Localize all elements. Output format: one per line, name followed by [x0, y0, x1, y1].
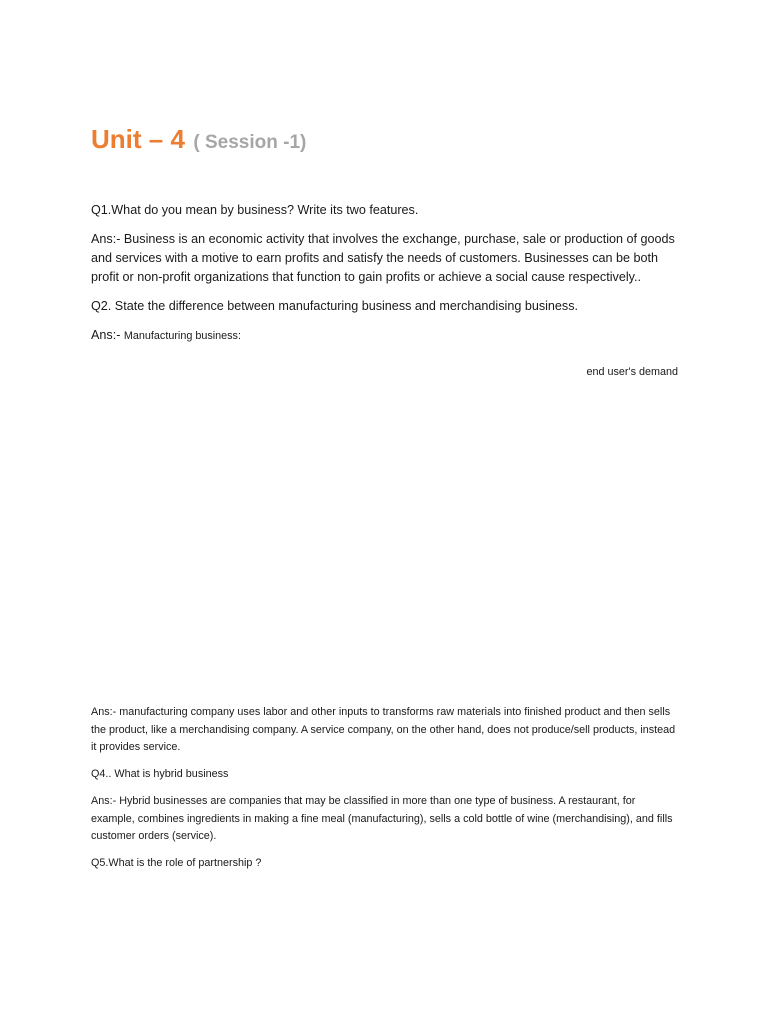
q4-answer: Ans:- Hybrid businesses are companies that may be classified in more than one type of business. A restaurant, for example, combines ingredients in making a fine meal (manufacturing), sells a cold bottle of wine (merchandising), and fills customer orders (service). [91, 795, 673, 842]
q2-answer-label: Manufacturing business: [123, 330, 241, 342]
q2-answer-prefix: Ans:- [91, 328, 121, 342]
q2-right-note: end user's demand [586, 366, 678, 378]
q2-question: Q2. State the difference between manufacturing business and merchandising business. [91, 299, 579, 313]
q1-question: Q1.What do you mean by business? Write its two features. [91, 203, 419, 217]
session-label: ( Session -1) [193, 132, 307, 153]
page-title [91, 124, 306, 155]
q3-answer: Ans:- manufacturing company uses labor and other inputs to transforms raw materials into finished product and then sells the product, like a merchandising company. A service company, on the other hand, does not produce/sell products, instead it provides service. [91, 706, 676, 753]
q5-question: Q5.What is the role of partnership ? [91, 857, 262, 869]
q1-answer: Ans:- Business is an economic activity that involves the exchange, purchase, sale or production of goods and services with a motive to earn profits and satisfy the needs of customers. Businesses can be both profit or non-profit organizations that function to gain profits or achieve a social cause respectively.. [91, 232, 675, 284]
unit-heading: Unit – 4 [91, 124, 185, 154]
q2-answer [91, 326, 681, 346]
q4-question: Q4.. What is hybrid business [91, 768, 229, 780]
